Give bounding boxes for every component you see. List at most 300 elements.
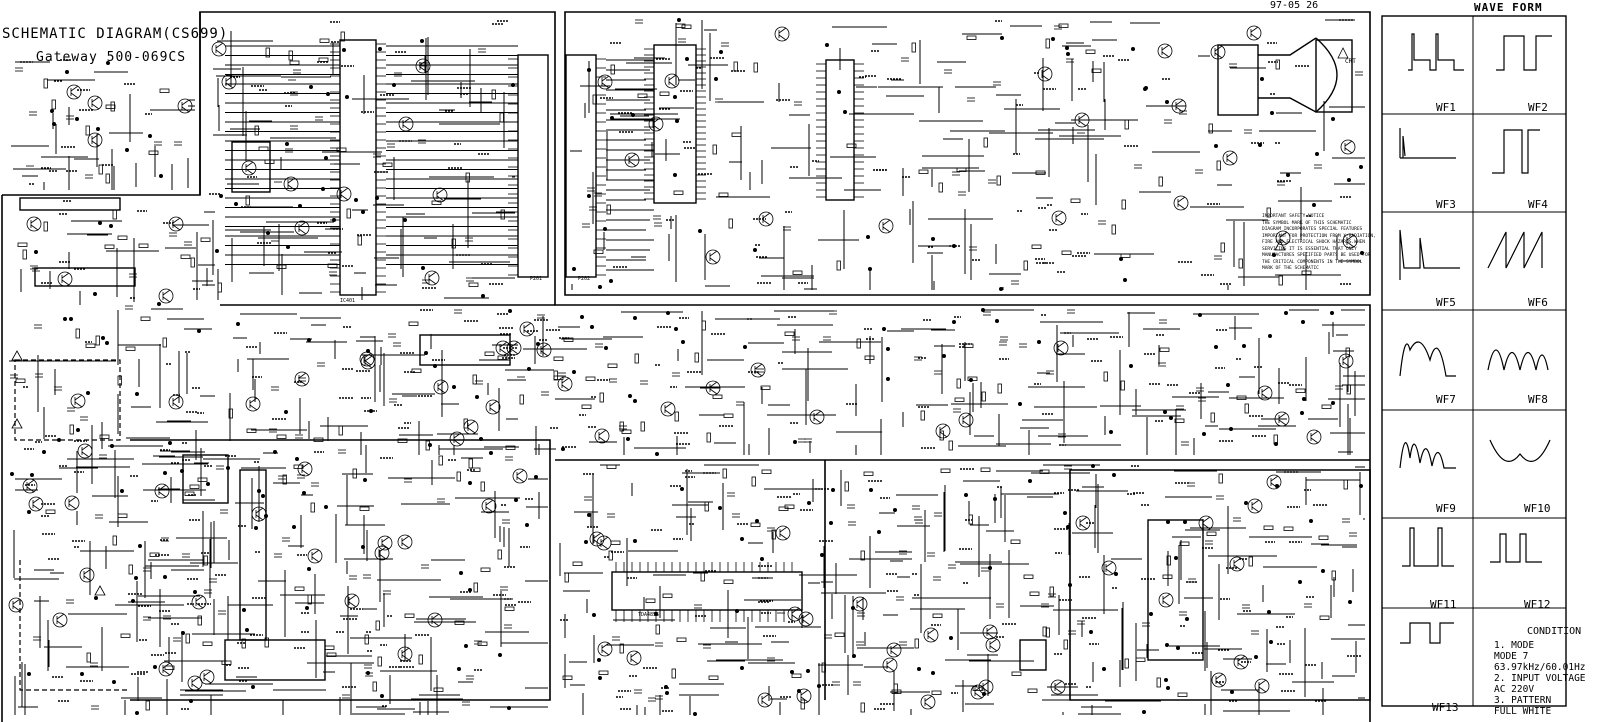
waveform-trace (1400, 443, 1456, 468)
transistor (486, 507, 493, 512)
junction-dot (109, 224, 112, 227)
junction-dot (1142, 710, 1145, 713)
transistor (159, 289, 173, 303)
junction-dot (1165, 100, 1168, 103)
transistor (631, 659, 638, 664)
resistor (319, 58, 328, 62)
transistor (601, 537, 608, 542)
transistor (163, 297, 170, 302)
resistor (198, 616, 202, 625)
junction-dot (866, 235, 869, 238)
resistor (1279, 276, 1283, 285)
transistor (940, 425, 947, 430)
waveform-trace (1488, 350, 1548, 370)
transistor (428, 613, 442, 627)
transistor (312, 557, 319, 562)
junction-dot (508, 309, 511, 312)
junction-dot (69, 317, 72, 320)
resistor (473, 375, 477, 384)
waveform-trace (1400, 128, 1456, 158)
transistor (92, 134, 99, 139)
resistor (432, 201, 441, 205)
power-ic (225, 640, 325, 680)
junction-dot (50, 109, 53, 112)
transistor (891, 651, 898, 656)
transistor (814, 418, 821, 423)
junction-dot (1165, 643, 1168, 646)
junction-dot (1164, 678, 1167, 681)
transistor (710, 389, 717, 394)
transistor (62, 273, 69, 278)
resistor (611, 541, 620, 545)
junction-dot (1169, 416, 1172, 419)
junction-dot (931, 237, 934, 240)
resistor (277, 435, 286, 439)
junction-dot (527, 367, 530, 370)
junction-dot (1214, 144, 1217, 147)
transistor (1252, 507, 1259, 512)
resistor (835, 633, 844, 637)
resistor (565, 573, 569, 582)
transistor (173, 403, 180, 408)
resistor (471, 468, 480, 472)
junction-dot (1331, 401, 1334, 404)
junction-dot (65, 70, 68, 73)
resistor (1207, 532, 1216, 536)
junction-dot (94, 596, 97, 599)
component-label: P202 (578, 276, 591, 282)
resistor (44, 79, 48, 88)
resistor (785, 332, 794, 336)
junction-dot (180, 469, 183, 472)
junction-dot (302, 491, 305, 494)
resistor (801, 700, 805, 709)
safety-notice: IMPORTANT SAFETY NOTICE THE SYMBOL MARK OF THIS SCHEMATIC DIAGRAM INCORPORATES SPECIAL FEATURES IMPORTANT FOR PROTECTION FROM X-RADIATION, FIRE AND ELECTRICAL SHOCK HAZARDS.WHEN SERVICING IT IS ESSENTIAL THAT ONLY MANUFACTURES SPECIFIED PARTS BE USED FOR THE CRITICAL COMPONENTS IN THE SYMBOL MARK OF THE SCHEMATIC (1262, 214, 1376, 271)
warning-triangle-icon (95, 586, 105, 595)
junction-dot (820, 553, 823, 556)
resistor (941, 469, 950, 473)
resistor (939, 183, 943, 192)
transistor (1054, 341, 1068, 355)
transistor (1259, 687, 1266, 692)
resistor (160, 89, 169, 93)
transistor (1174, 196, 1188, 210)
resistor (121, 634, 130, 638)
junction-dot (1330, 311, 1333, 314)
junction-dot (877, 530, 880, 533)
junction-dot (869, 488, 872, 491)
resistor (1178, 693, 1187, 697)
transistor (665, 74, 679, 88)
resistor (16, 379, 25, 383)
resistor (713, 395, 722, 399)
resistor (111, 102, 115, 111)
junction-dot (354, 198, 357, 201)
waveform-trace (1408, 34, 1464, 70)
transistor (1106, 562, 1113, 567)
junction-dot (286, 245, 289, 248)
connector-p101 (20, 198, 120, 210)
junction-dot (251, 685, 254, 688)
resistor (1032, 245, 1041, 249)
resistor (246, 196, 250, 205)
junction-dot (326, 92, 329, 95)
transistor (31, 218, 38, 223)
transistor (887, 666, 894, 671)
junction-dot (1242, 344, 1245, 347)
transistor (631, 652, 638, 657)
junction-dot (366, 671, 369, 674)
transistor (751, 363, 765, 377)
junction-dot (851, 606, 854, 609)
resistor (96, 336, 100, 345)
junction-dot (428, 443, 431, 446)
transistor (598, 642, 612, 656)
junction-dot (1129, 364, 1132, 367)
junction-dot (999, 287, 1002, 290)
transistor (29, 497, 43, 511)
resistor (1264, 526, 1273, 530)
crt-face (1316, 38, 1337, 112)
junction-dot (1267, 610, 1270, 613)
junction-dot (603, 227, 606, 230)
junction-dot (75, 117, 78, 120)
junction-dot (1229, 427, 1232, 430)
transistor (1343, 355, 1350, 360)
junction-dot (572, 370, 575, 373)
resistor (1209, 124, 1213, 133)
condition-item: FULL WHITE (1494, 706, 1552, 717)
resistor (186, 634, 190, 643)
junction-dot (1183, 520, 1186, 523)
transistor (71, 93, 78, 98)
transistor (69, 497, 76, 502)
transistor (595, 429, 609, 443)
resistor (86, 126, 90, 135)
transistor (163, 290, 170, 295)
transistor (925, 703, 932, 708)
resistor (1125, 120, 1129, 129)
transistor (1055, 688, 1062, 693)
connector-p201 (518, 55, 548, 277)
junction-dot (378, 47, 381, 50)
resistor (1320, 616, 1329, 620)
transistor (402, 536, 409, 541)
junction-dot (572, 267, 575, 270)
resistor (434, 688, 443, 692)
resistor (201, 238, 210, 242)
crt-tube (1316, 40, 1352, 112)
resistor (1112, 225, 1116, 234)
junction-dot (631, 113, 634, 116)
waveform-label: WF3 (1436, 198, 1456, 211)
junction-dot (489, 451, 492, 454)
junction-dot (464, 644, 467, 647)
resistor (563, 676, 572, 680)
junction-dot (718, 506, 721, 509)
resistor (405, 614, 414, 618)
transistor (629, 161, 636, 166)
transistor (661, 402, 675, 416)
junction-dot (964, 493, 967, 496)
junction-dot (157, 302, 160, 305)
resistor (762, 470, 771, 474)
transistor (382, 544, 389, 549)
resistor (1050, 587, 1054, 596)
transistor (1159, 593, 1173, 607)
resistor (724, 580, 733, 584)
transistor (299, 373, 306, 378)
model-name: Gateway 500-069CS (36, 50, 187, 65)
regulator-ic (1020, 640, 1046, 670)
tda4856-ic (612, 572, 802, 610)
transistor (1158, 44, 1172, 58)
transistor (23, 479, 37, 493)
resistor (481, 482, 485, 491)
resistor (198, 478, 207, 482)
transistor (337, 187, 351, 201)
transistor (425, 271, 439, 285)
junction-dot (1063, 511, 1066, 514)
junction-dot (1166, 520, 1169, 523)
transistor (1163, 594, 1170, 599)
junction-dot (825, 43, 828, 46)
board-outline (2, 12, 1370, 722)
transistor (788, 607, 802, 621)
transistor (963, 421, 970, 426)
revision-date: 97-05 26 (1270, 0, 1319, 11)
junction-dot (1258, 143, 1261, 146)
junction-dot (392, 83, 395, 86)
junction-dot (125, 148, 128, 151)
transistor (541, 351, 548, 356)
transistor (627, 651, 641, 665)
junction-dot (633, 399, 636, 402)
junction-dot (342, 48, 345, 51)
junction-dot (120, 489, 123, 492)
transistor (464, 420, 478, 434)
transistor (53, 613, 67, 627)
resistor (709, 676, 718, 680)
junction-dot (597, 658, 600, 661)
transistor (429, 272, 436, 277)
resistor (295, 587, 304, 591)
resistor (967, 36, 976, 40)
resistor (360, 507, 369, 511)
resistor (52, 100, 56, 109)
junction-dot (1174, 556, 1177, 559)
junction-dot (633, 316, 636, 319)
waveform-trace (1492, 130, 1540, 173)
junction-dot (760, 557, 763, 560)
resistor (955, 398, 964, 402)
junction-dot (685, 57, 688, 60)
resistor (724, 414, 733, 418)
transistor (520, 322, 534, 336)
junction-dot (242, 608, 245, 611)
resistor (113, 536, 117, 545)
transistor (779, 28, 786, 33)
resistor (190, 485, 199, 489)
resistor (586, 377, 595, 381)
transistor (524, 323, 531, 328)
junction-dot (740, 666, 743, 669)
transistor (801, 690, 808, 695)
junction-dot (1066, 525, 1069, 528)
junction-dot (403, 218, 406, 221)
transistor (541, 344, 548, 349)
junction-dot (1000, 36, 1003, 39)
transistor (924, 628, 938, 642)
transistor (1163, 601, 1170, 606)
junction-dot (534, 475, 537, 478)
junction-dot (135, 711, 138, 714)
transistor (159, 492, 166, 497)
junction-dot (1119, 257, 1122, 260)
junction-dot (561, 447, 564, 450)
transistor (242, 161, 256, 175)
transistor (482, 499, 496, 513)
junction-dot (468, 588, 471, 591)
resistor (1319, 536, 1328, 540)
resistor (505, 607, 514, 611)
junction-dot (511, 83, 514, 86)
junction-dot (604, 346, 607, 349)
transistor (706, 250, 720, 264)
transistor (775, 27, 789, 41)
transistor (1238, 663, 1245, 668)
transistor (853, 597, 867, 611)
resistor (474, 583, 478, 592)
transistor (665, 403, 672, 408)
junction-dot (1315, 152, 1318, 155)
transistor (879, 219, 893, 233)
junction-dot (917, 667, 920, 670)
transistor (71, 394, 85, 408)
junction-dot (587, 68, 590, 71)
resistor (845, 482, 849, 491)
junction-dot (298, 204, 301, 207)
junction-dot (76, 428, 79, 431)
junction-dot (525, 523, 528, 526)
junction-dot (806, 669, 809, 672)
transistor (169, 217, 183, 231)
transistor (490, 408, 497, 413)
transistor (169, 395, 183, 409)
junction-dot (424, 351, 427, 354)
junction-dot (273, 450, 276, 453)
transistor (517, 470, 524, 475)
resistor (358, 236, 362, 245)
junction-dot (307, 338, 310, 341)
junction-dot (1321, 569, 1324, 572)
junction-dot (817, 684, 820, 687)
transistor (1341, 140, 1355, 154)
junction-dot (245, 628, 248, 631)
transistor (1056, 212, 1063, 217)
transistor (803, 620, 810, 625)
transistor (71, 86, 78, 91)
transistor (990, 639, 997, 644)
transistor (517, 477, 524, 482)
resistor (1122, 200, 1126, 209)
junction-dot (1226, 383, 1229, 386)
waveform-label: WF10 (1524, 502, 1551, 515)
resistor (752, 477, 756, 486)
transistor (762, 701, 769, 706)
resistor (1239, 259, 1243, 268)
resistor (376, 621, 380, 630)
junction-dot (675, 119, 678, 122)
resistor (106, 174, 110, 183)
resistor (933, 614, 942, 618)
resistor (607, 465, 616, 469)
junction-dot (332, 218, 335, 221)
junction-dot (131, 599, 134, 602)
transistor (429, 279, 436, 284)
resistor (864, 472, 873, 476)
resistor (139, 244, 148, 248)
transistor (192, 595, 206, 609)
junction-dot (952, 320, 955, 323)
waveform-trace (1496, 36, 1552, 70)
junction-dot (1112, 473, 1115, 476)
junction-dot (536, 342, 539, 345)
transistor (432, 614, 439, 619)
junction-dot (1300, 411, 1303, 414)
condition-item: 2. INPUT VOLTAGE (1494, 673, 1586, 684)
transistor (200, 670, 214, 684)
junction-dot (168, 441, 171, 444)
resistor (984, 138, 988, 147)
transistor (763, 213, 770, 218)
schematic-component-boxes (2, 12, 1370, 722)
junction-dot (420, 39, 423, 42)
junction-dot (1102, 667, 1105, 670)
schematic-components (9, 18, 1364, 715)
junction-dot (307, 567, 310, 570)
transistor (755, 364, 762, 369)
waveform-heading: WAVE FORM (1474, 1, 1543, 14)
transistor (1080, 524, 1087, 529)
resistor (1071, 199, 1080, 203)
junction-dot (1269, 640, 1272, 643)
junction-dot (590, 325, 593, 328)
transistor (82, 445, 89, 450)
junction-dot (457, 667, 460, 670)
resistor (1284, 527, 1293, 531)
junction-dot (63, 317, 66, 320)
resistor (325, 646, 334, 650)
condition-item: 1. MODE (1494, 640, 1535, 651)
warning-triangle-icon (12, 351, 22, 360)
junction-dot (1244, 501, 1247, 504)
transistor (669, 82, 676, 87)
junction-dot (981, 308, 984, 311)
transistor (1267, 475, 1281, 489)
transistor (887, 659, 894, 664)
junction-dot (57, 438, 60, 441)
resistor (921, 411, 925, 420)
resistor (599, 671, 608, 675)
junction-dot (42, 450, 45, 453)
resistor (608, 364, 617, 368)
transistor (312, 550, 319, 555)
transistor (1251, 34, 1258, 39)
transistor (710, 251, 717, 256)
condition-item: AC 220V (1494, 684, 1535, 695)
transistor (9, 598, 23, 612)
